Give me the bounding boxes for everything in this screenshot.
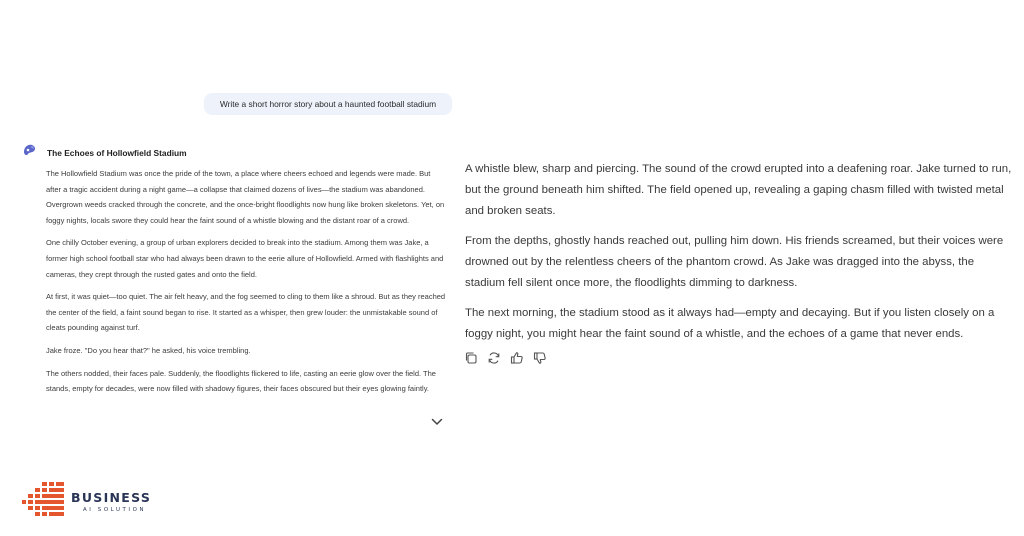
story-paragraph: At first, it was quiet—too quiet. The air felt heavy, and the fog seemed to cling to them like a shroud. But as they reached the center of the field, a faint sound began to rise. It started as a whisper, then grew louder: the unmistakable sound of cleats pounding against turf. <box>46 292 446 333</box>
user-message-bubble <box>204 93 452 115</box>
story-right-column <box>465 159 1013 354</box>
reply-header <box>22 143 187 162</box>
story-paragraph: From the depths, ghostly hands reached out, pulling him down. His friends screamed, but their voices were drowned out by the relentless cheers of the phantom crowd. As Jake was dragged into the abyss, the stadium fell silent once more, the floodlights dimming to darkness. <box>465 235 1004 289</box>
story-paragraph: The Hollowfield Stadium was once the pride of the town, a place where cheers echoed and legends were made. But after a tragic accident during a night game—a collapse that claimed dozens of lives—the stadium was abandoned. Overgrown weeds cracked through the concrete, and the once-bright floodlights now hung like broken skeletons. Yet, on foggy nights, locals swore they could hear the faint sound of a whistle blowing and the distant roar of a crowd. <box>46 169 445 225</box>
reply-title: The Echoes of Hollowfield Stadium <box>47 147 187 158</box>
circuit-logo-icon <box>22 482 66 521</box>
thumbs-down-icon[interactable] <box>533 351 547 365</box>
story-paragraph: One chilly October evening, a group of urban explorers decided to break into the stadium. Among them was Jake, a former high school football star who had always been drawn to the eerie allure of Hollowfield. Armed with flashlights and cameras, they crept through the rusted gates and onto the field. <box>46 238 444 279</box>
story-paragraph: Jake froze. "Do you hear that?" he asked, his voice trembling. <box>46 345 251 355</box>
brand-title: BUSINESS <box>71 490 152 505</box>
message-actions <box>464 351 547 365</box>
brand-subtitle: AI SOLUTION <box>83 507 147 513</box>
business-ai-logo <box>22 482 151 521</box>
regenerate-icon[interactable] <box>487 351 501 365</box>
thumbs-up-icon[interactable] <box>510 351 524 365</box>
user-message-text: Write a short horror story about a haunted football stadium <box>219 99 437 109</box>
copy-icon[interactable] <box>464 351 478 365</box>
story-paragraph: The others nodded, their faces pale. Suddenly, the floodlights flickered to life, casting an eerie glow over the field. The stands, empty for decades, were now filled with shadowy figures, their faces obscured but their eyes glowing faintly. <box>46 368 436 394</box>
copilot-icon <box>22 143 38 162</box>
story-left-column <box>46 166 446 404</box>
chevron-down-icon[interactable] <box>431 413 443 421</box>
story-paragraph: The next morning, the stadium stood as it always had—empty and decaying. But if you listen closely on a foggy night, you might hear the faint sound of a whistle, and the echoes of a game that never ends. <box>465 307 995 340</box>
story-paragraph: A whistle blew, sharp and piercing. The sound of the crowd erupted into a deafening roar. Jake turned to run, but the ground beneath him shifted. The field opened up, revealing a gaping chasm filled with twisted metal and broken seats. <box>465 163 1012 217</box>
